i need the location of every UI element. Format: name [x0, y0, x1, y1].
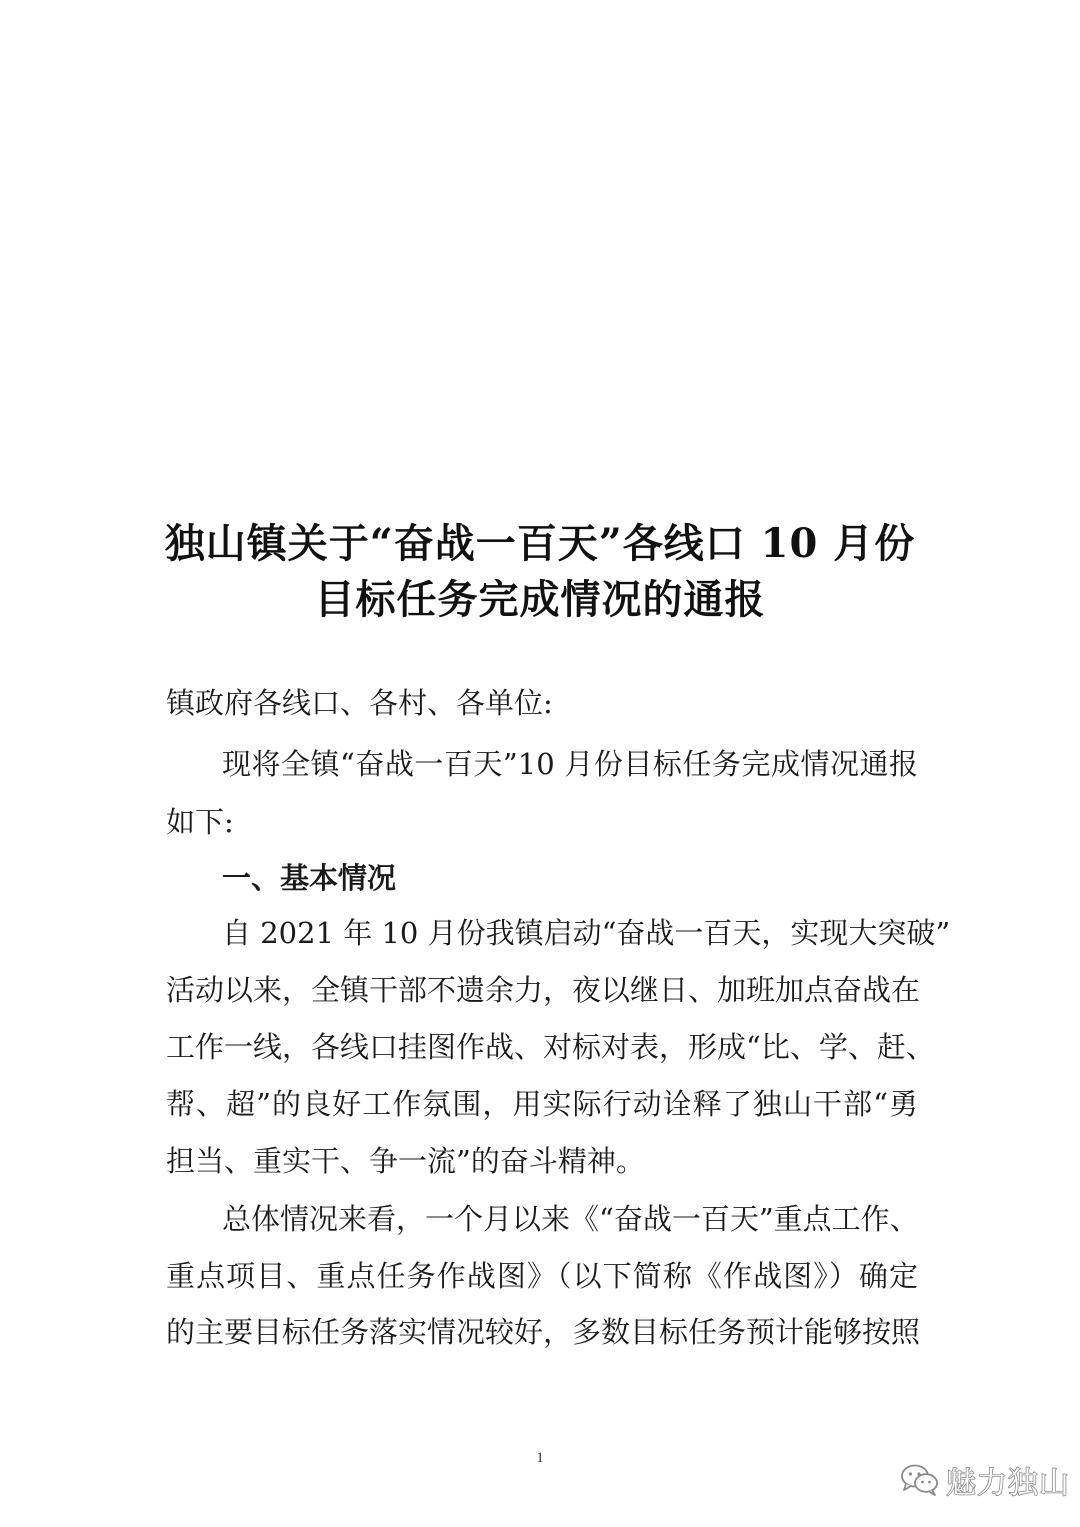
paragraph-1-line-2: 活动以来，全镇干部不遗余力，夜以继日、加班加点奋战在: [166, 973, 921, 1007]
salutation: 镇政府各线口、各村、各单位:: [166, 686, 553, 720]
section-heading-basic-situation: 一、基本情况: [222, 861, 397, 895]
paragraph-2-line-2: 重点项目、重点任务作战图》（以下简称《作战图》）确定: [166, 1259, 918, 1293]
document-title-line-2: 目标任务完成情况的通报: [314, 576, 766, 623]
wechat-icon: [900, 1463, 940, 1497]
paragraph-1-line-3: 工作一线，各线口挂图作战、对标对表，形成“比、学、赶、: [166, 1030, 935, 1064]
paragraph-1-line-1: 自 2021 年 10 月份我镇启动“奋战一百天，实现大突破”: [222, 916, 951, 950]
watermark: [900, 1452, 1070, 1508]
paragraph-1-line-5: 担当、重实干、争一流”的奋斗精神。: [166, 1144, 645, 1178]
intro-line-2: 如下:: [166, 805, 234, 839]
page-number: 1: [536, 1450, 544, 1466]
document-title-line-1: 独山镇关于“奋战一百天”各线口 10 月份: [164, 520, 916, 567]
watermark-account-name: 魅力独山: [946, 1466, 1070, 1501]
intro-line-1: 现将全镇“奋战一百天”10 月份目标任务完成情况通报: [222, 747, 918, 781]
paragraph-1-line-4: 帮、超”的良好工作氛围，用实际行动诠释了独山干部“勇: [166, 1087, 918, 1121]
paragraph-2-line-3: 的主要目标任务落实情况较好，多数目标任务预计能够按照: [166, 1315, 921, 1349]
paragraph-2-line-1: 总体情况来看，一个月以来《“奋战一百天”重点工作、: [222, 1202, 919, 1236]
